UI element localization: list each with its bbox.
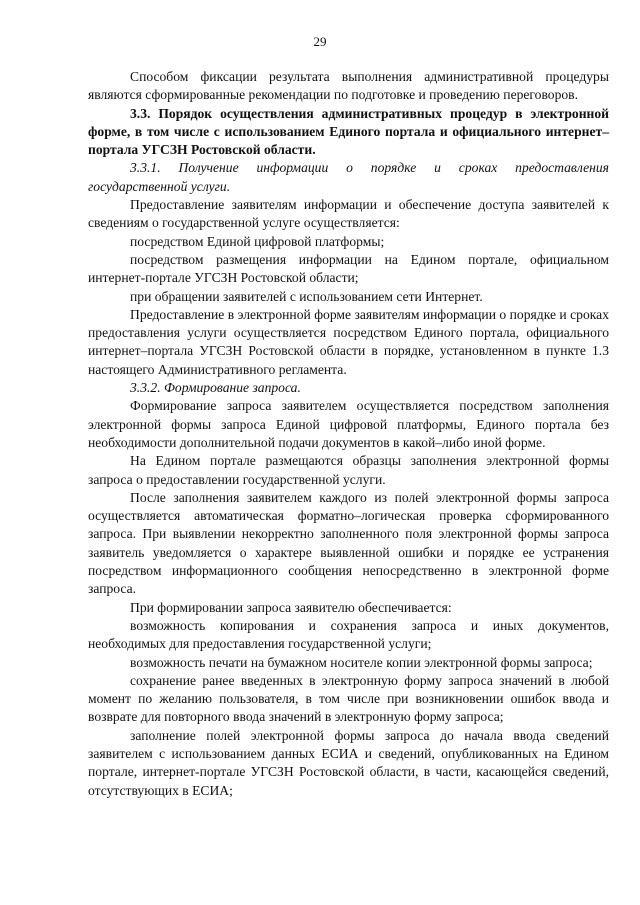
paragraph: посредством размещения информации на Едином портале, официальном интернет-портале УГСЗН Ростовской области; [88, 251, 609, 286]
paragraph: На Едином портале размещаются образцы заполнения электронной формы запроса о предоставлении государственной услуги. [88, 453, 609, 487]
paragraph: возможность копирования и сохранения запроса и иных документов, необходимых для предоставления государственной услуги; [88, 617, 609, 652]
page-number: 29 [313, 34, 327, 49]
paragraph: Предоставление в электронной форме заявителям информации о порядке и сроках предоставления услуги осуществляется посредством Единого портала, официального интернет–портала УГСЗН Ростовской области в порядке, установленном в пункте 1.3 настоящего Административного регламента. [88, 306, 609, 377]
subsection-heading: 3.3.2. Формирование запроса. [130, 380, 301, 396]
paragraph: при обращении заявителей с использованием сети Интернет. [130, 288, 483, 304]
document-body [88, 68, 609, 800]
paragraph: сохранение ранее введенных в электронную форму запроса значений в любой момент по желанию пользователя, в том числе при возникновении ошибок ввода и возврате для повторного ввода значений в электронную форму запроса; [88, 672, 609, 725]
section-heading: 3.3. Порядок осуществления административных процедур в электронной форме, в том числе с использованием Единого портала и официального интернет–портала УГСЗН Ростовской области. [88, 105, 609, 158]
paragraph: посредством Единой цифровой платформы; [130, 233, 385, 249]
paragraph: После заполнения заявителем каждого из полей электронной формы запроса осуществляется автоматическая форматно–логическая проверка сформированного запроса. При выявлении некорректно заполненного поля электронной формы запроса заявитель уведомляется о характере выявленной ошибки и порядке ее устранения посредством информационного сообщения непосредственно в электронной форме запроса. [88, 489, 609, 597]
paragraph: Формирование запроса заявителем осуществляется посредством заполнения электронной формы запроса Единой цифровой платформы, Единого портала без необходимости дополнительной подачи документов в какой–либо иной форме. [88, 398, 609, 450]
paragraph: Способом фиксации результата выполнения административной процедуры являются сформированные рекомендации по подготовке и проведению переговоров. [88, 69, 609, 103]
paragraph: возможность печати на бумажном носителе копии электронной формы запроса; [130, 654, 593, 670]
paragraph: При формировании запроса заявителю обеспечивается: [130, 599, 452, 615]
subsection-heading: 3.3.1. Получение информации о порядке и сроках предоставления государственной услуги. [88, 160, 609, 194]
paragraph: Предоставление заявителям информации и обеспечение доступа заявителей к сведениям о государственной услуге осуществляется: [88, 197, 609, 231]
paragraph: заполнение полей электронной формы запроса до начала ввода сведений заявителем с использованием данных ЕСИА и сведений, опубликованных на Едином портале, интернет-портале УГСЗН Ростовской области, в части, касающейся сведений, отсутствующих в ЕСИА; [88, 727, 609, 798]
